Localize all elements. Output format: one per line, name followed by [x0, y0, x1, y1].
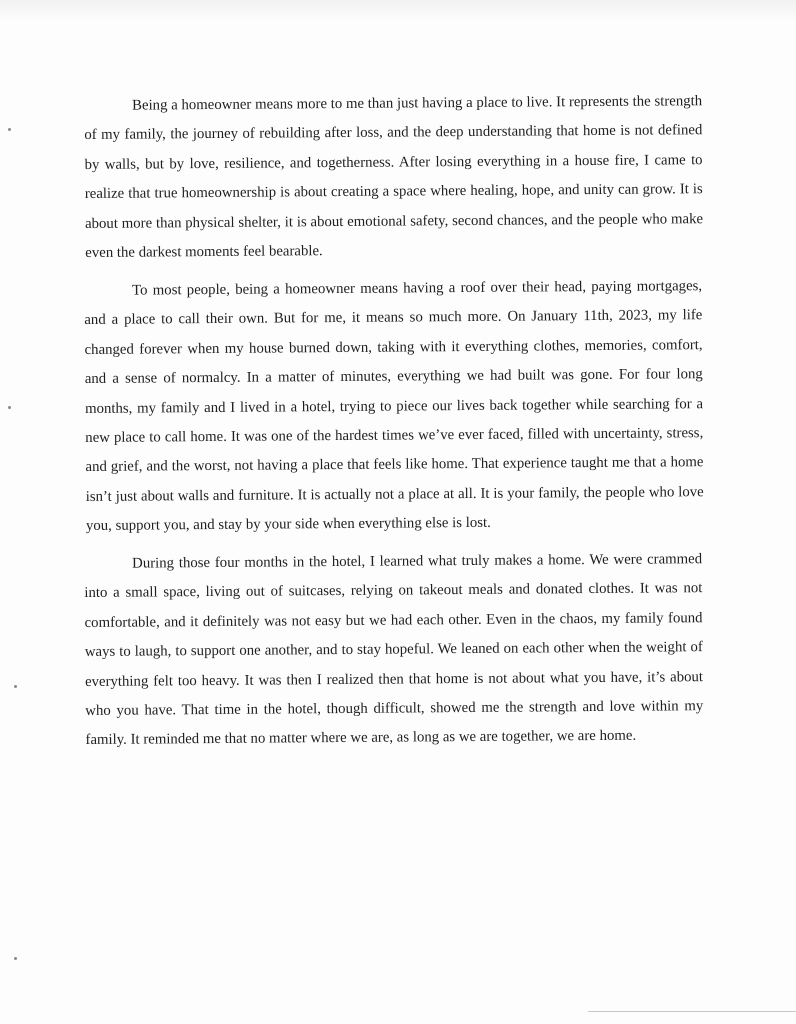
paragraph-3: During those four months in the hotel, I learned what truly makes a home. We were crammed into a small space, living out of suitcases, relying on takeout meals and donated clothes. It was not comfortable, and it definitely was not easy but we had each other. Even in the chaos, my family found ways to laugh, to support one another, and to stay hopeful. We leaned on each other when the weight of everything felt too heavy. It was then I realized then that home is not about what you have, it’s about who you have. That time in the hotel, though difficult, showed me the strength and love within my family. It reminded me that no matter where we are, as long as we are together, we are home.	[84, 551, 704, 749]
scan-speck	[8, 406, 11, 409]
scan-speck	[14, 685, 17, 688]
page-edge-line	[588, 1011, 796, 1012]
scan-edge-shadow	[0, 0, 796, 22]
scan-speck	[8, 128, 11, 131]
paragraph-2: To most people, being a homeowner means having a roof over their head, paying mortgages, and a place to call their own. But for me, it means so much more. On January 11th, 2023, my life changed forever when my house burned down, taking with it everything clothes, memories, comfort, and a sense of normalcy. In a matter of minutes, everything we had built was gone. For four long months, my family and I lived in a hotel, trying to piece our lives back together while searching for a new place to call home. It was one of the hardest times we’ve ever faced, filled with uncertainty, stress, and grief, and the worst, not having a place that feels like home. That experience taught me that a home isn’t just about walls and furniture. It is actually not a place at all. It is your family, the people who love you, support you, and stay by your side when everything else is lost.	[84, 278, 704, 535]
scan-speck	[14, 957, 17, 960]
paragraph-1: Being a homeowner means more to me than just having a place to live. It represents the strength of my family, the journey of rebuilding after loss, and the deep understanding that home is not defined by walls, but by love, resilience, and togetherness. After losing everything in a house fire, I came to realize that true homeownership is about creating a space where healing, hope, and unity can grow. It is about more than physical shelter, it is about emotional safety, second chances, and the people who make even the darkest moments feel bearable.	[84, 93, 704, 262]
essay-body	[84, 92, 702, 764]
